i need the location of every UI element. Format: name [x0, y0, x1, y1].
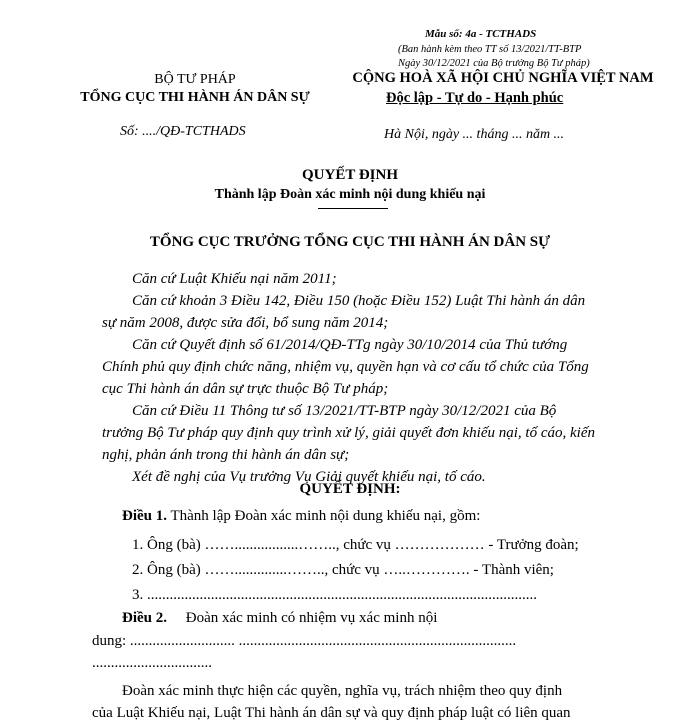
- document-subtitle: Thành lập Đoàn xác minh nội dung khiếu nại: [214, 187, 486, 202]
- closing-paragraph: [92, 680, 632, 724]
- member-3: 3. ........................................................................................................: [132, 587, 537, 603]
- basis-2a: Căn cứ khoản 3 Điều 142, Điều 150 (hoặc Điều 152) Luật Thi hành án dân: [132, 293, 586, 309]
- decision-heading: QUYẾT ĐỊNH:: [299, 481, 401, 497]
- form-note-line-2: Ngày 30/12/2021 của Bộ trưởng Bộ Tư pháp): [398, 58, 590, 69]
- basis-5: Xét đề nghị của Vụ trưởng Vụ Giải quyết khiếu nại, tố cáo.: [132, 469, 486, 485]
- basis-4c: nghị, phản ánh trong thi hành án dân sự;: [102, 447, 350, 463]
- closing-line-1: Đoàn xác minh thực hiện các quyền, nghĩa vụ, trách nhiệm theo quy định: [122, 683, 563, 699]
- article-1: [122, 508, 480, 525]
- nation-title: CỘNG HOÀ XÃ HỘI CHỦ NGHĨA VIỆT NAM: [352, 70, 654, 86]
- agency-child: TỔNG CỤC THI HÀNH ÁN DÂN SỰ: [80, 90, 310, 105]
- basis-4b: trưởng Bộ Tư pháp quy định quy trình xử lý, giải quyết đơn khiếu nại, tố cáo, kiến: [102, 425, 595, 441]
- document-title: QUYẾT ĐỊNH: [302, 167, 398, 183]
- article-2-label: Điều 2.: [122, 610, 167, 626]
- basis-4a: Căn cứ Điều 11 Thông tư số 13/2021/TT-BTP ngày 30/12/2021 của Bộ: [132, 403, 557, 419]
- article-2-text-a: Đoàn xác minh có nhiệm vụ xác minh nội: [185, 610, 438, 626]
- basis-3c: cục Thi hành án dân sự trực thuộc Bộ Tư pháp;: [102, 381, 389, 397]
- closing-line-2: của Luật Khiếu nại, Luật Thi hành án dân sự và quy định pháp luật có liên quan: [92, 705, 571, 721]
- article-2-line-b: dung: ............................ ..........................................................................: [92, 633, 517, 649]
- basis-1: Căn cứ Luật Khiếu nại năm 2011;: [132, 271, 337, 287]
- article-2-line-c: ................................: [92, 655, 212, 671]
- basis-2b: sự năm 2008, được sửa đổi, bổ sung năm 2014;: [102, 315, 389, 331]
- national-motto: Độc lập - Tự do - Hạnh phúc: [386, 90, 564, 106]
- article-1-label: Điều 1.: [122, 508, 167, 524]
- agency-parent: BỘ TƯ PHÁP: [154, 72, 236, 87]
- article-2: [122, 610, 437, 627]
- document-number: Số: ..../QĐ-TCTHADS: [120, 124, 246, 139]
- basis-3b: Chính phủ quy định chức năng, nhiệm vụ, quyền hạn và cơ cấu tổ chức của Tổng: [102, 359, 589, 375]
- article-1-text: Thành lập Đoàn xác minh nội dung khiếu nại, gồm:: [167, 508, 481, 524]
- basis-3a: Căn cứ Quyết định số 61/2014/QĐ-TTg ngày 30/10/2014 của Thủ tướng: [132, 337, 568, 353]
- member-2: 2. Ông (bà) ……..............…….., chức vụ …..…………. - Thành viên;: [132, 562, 554, 578]
- form-note-line-1: (Ban hành kèm theo TT số 13/2021/TT-BTP: [398, 44, 582, 55]
- member-1: 1. Ông (bà) …….................…….., chức vụ ……………… - Trưởng đoàn;: [132, 537, 579, 553]
- place-date: Hà Nội, ngày ... tháng ... năm ...: [384, 127, 565, 142]
- legal-basis: [102, 268, 602, 488]
- issuing-authority: TỔNG CỤC TRƯỞNG TỔNG CỤC THI HÀNH ÁN DÂN SỰ: [149, 234, 551, 250]
- title-underline: [318, 208, 388, 209]
- form-code: Mẫu số: 4a - TCTHADS: [425, 28, 537, 40]
